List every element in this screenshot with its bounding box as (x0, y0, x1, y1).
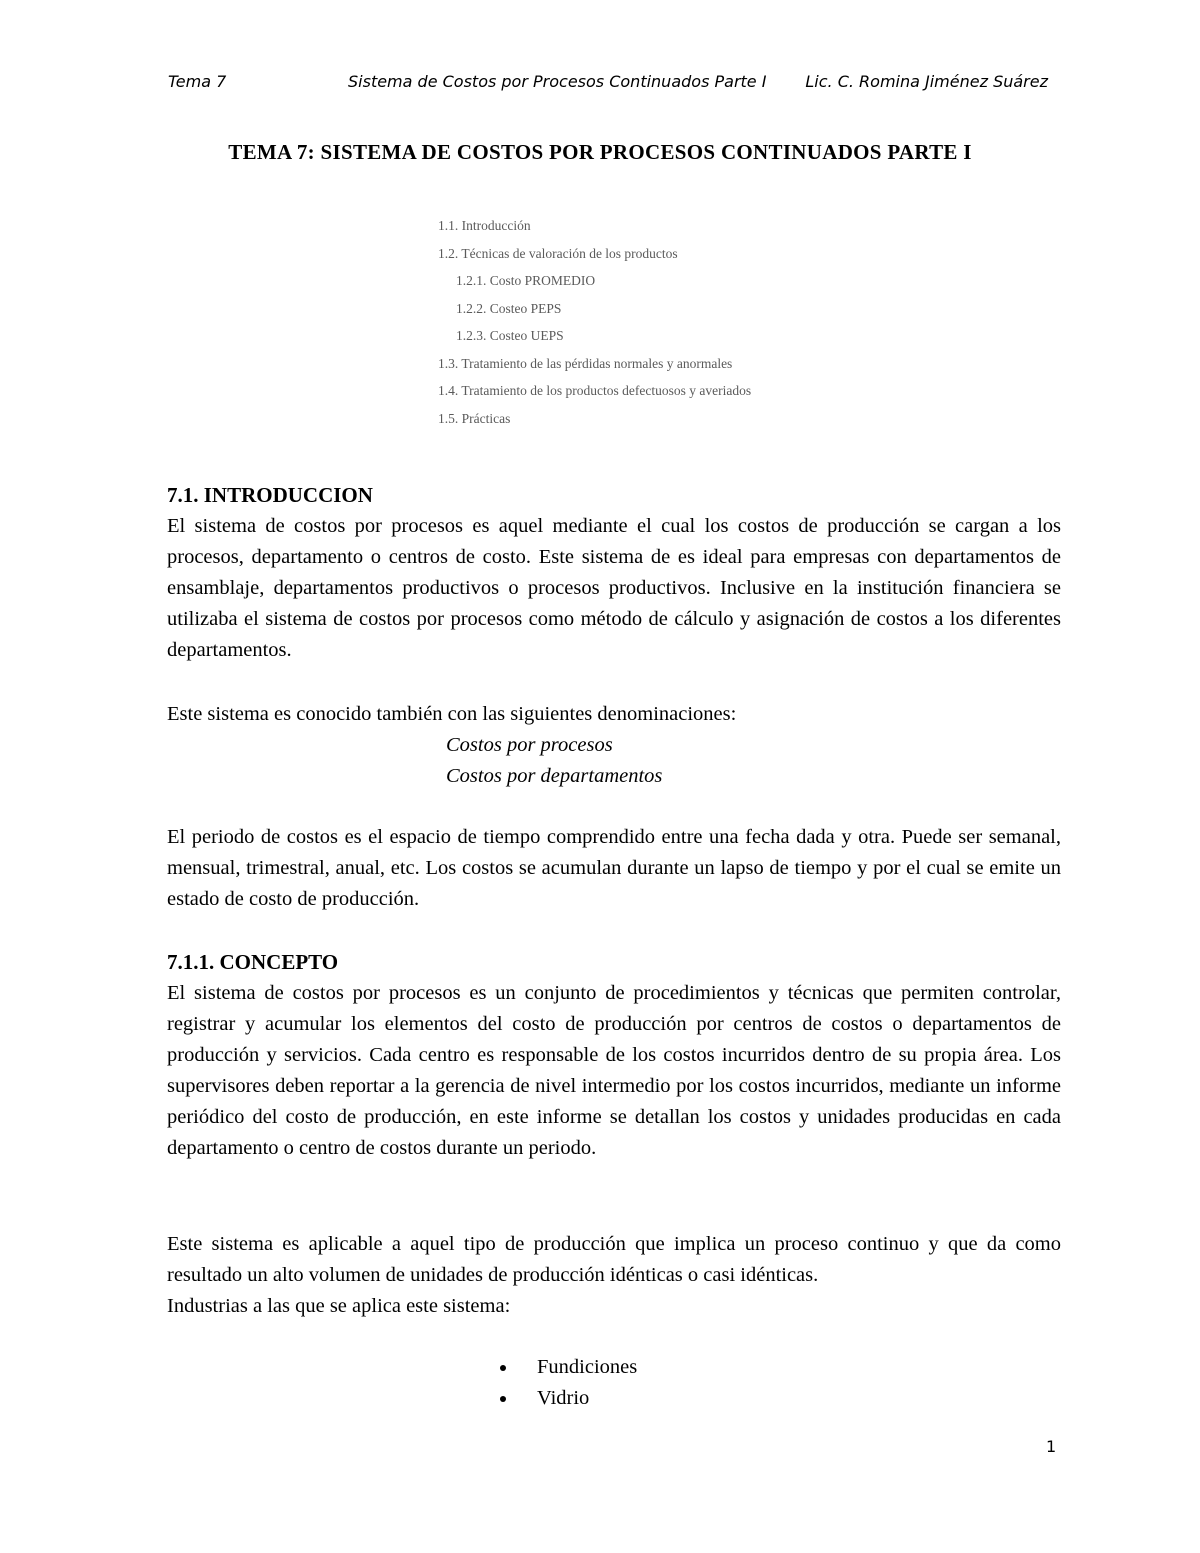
toc-item: 1.2. Técnicas de valoración de los productos (438, 245, 678, 261)
denomination-item: Costos por procesos (446, 734, 613, 756)
toc-item: 1.5. Prácticas (438, 410, 511, 426)
paragraph: El periodo de costos es el espacio de tiempo comprendido entre una fecha dada y otra. Puede ser semanal, mensual, trimestral, anual, etc. Los costos se acumulan durante un lapso de tiempo y por el cual se emite un estado de costo de producción. (167, 826, 1061, 910)
section-concepto (167, 947, 1061, 1164)
page-header (168, 72, 1048, 96)
paragraph: Este sistema es aplicable a aquel tipo de producción que implica un proceso continuo y que da como resultado un alto volumen de unidades de producción idénticas o casi idénticas. (167, 1233, 1061, 1286)
section-heading: 7.1. INTRODUCCION (167, 483, 373, 507)
paragraph: El sistema de costos por procesos es un conjunto de procedimientos y técnicas que permiten controlar, registrar y acumular los elementos del costo de producción por centros de costos o departamentos de producción y servicios. Cada centro es responsable de los costos incurridos dentro de su propia área. Los supervisores deben reportar a la gerencia de nivel intermedio por los costos incurridos, mediante un informe periódico del costo de producción, en este informe se detallan los costos y unidades producidas en cada departamento o centro de costos durante un periodo. (167, 982, 1061, 1159)
page-number: 1 (1046, 1437, 1057, 1456)
header-subject: Sistema de Costos por Procesos Continuados Parte I (348, 72, 767, 91)
cost-period-block (167, 822, 1061, 915)
paragraph: El sistema de costos por procesos es aquel mediante el cual los costos de producción se cargan a los procesos, departamento o centros de costo. Este sistema de es ideal para empresas con departamentos de ensamblaje, departamentos productivos o procesos productivos. Inclusive en la institución financiera se utilizaba el sistema de costos por procesos como método de cálculo y asignación de costos a los diferentes departamentos. (167, 515, 1061, 661)
bullet-icon (500, 1396, 506, 1402)
toc-item: 1.1. Introducción (438, 218, 531, 233)
section-introduccion (167, 480, 1061, 666)
section-heading: 7.1.1. CONCEPTO (167, 950, 339, 974)
denominations-intro (167, 699, 1061, 730)
list-item (500, 1352, 637, 1383)
header-topic: Tema 7 (168, 72, 227, 91)
header-author: Lic. C. Romina Jiménez Suárez (805, 72, 1048, 91)
denomination-item: Costos por departamentos (446, 765, 663, 787)
industry-label: Fundiciones (537, 1356, 638, 1378)
denominations-list (446, 730, 662, 792)
industries-list (500, 1352, 637, 1414)
document-title: TEMA 7: SISTEMA DE COSTOS POR PROCESOS CONTINUADOS PARTE I (228, 140, 972, 164)
bullet-icon (500, 1365, 506, 1371)
toc-item: 1.2.2. Costeo PEPS (456, 300, 562, 316)
toc-item: 1.2.3. Costeo UEPS (456, 328, 564, 343)
industry-label: Vidrio (537, 1387, 590, 1409)
applicability-block (167, 1229, 1061, 1322)
list-item (500, 1383, 637, 1414)
toc-item: 1.3. Tratamiento de las pérdidas normales y anormales (438, 355, 733, 371)
toc-item: 1.2.1. Costo PROMEDIO (456, 273, 596, 288)
table-of-contents (438, 212, 751, 432)
toc-item: 1.4. Tratamiento de los productos defectuosos y averiados (438, 383, 752, 398)
paragraph: Industrias a las que se aplica este sistema: (167, 1295, 511, 1317)
paragraph: Este sistema es conocido también con las siguientes denominaciones: (167, 703, 737, 725)
